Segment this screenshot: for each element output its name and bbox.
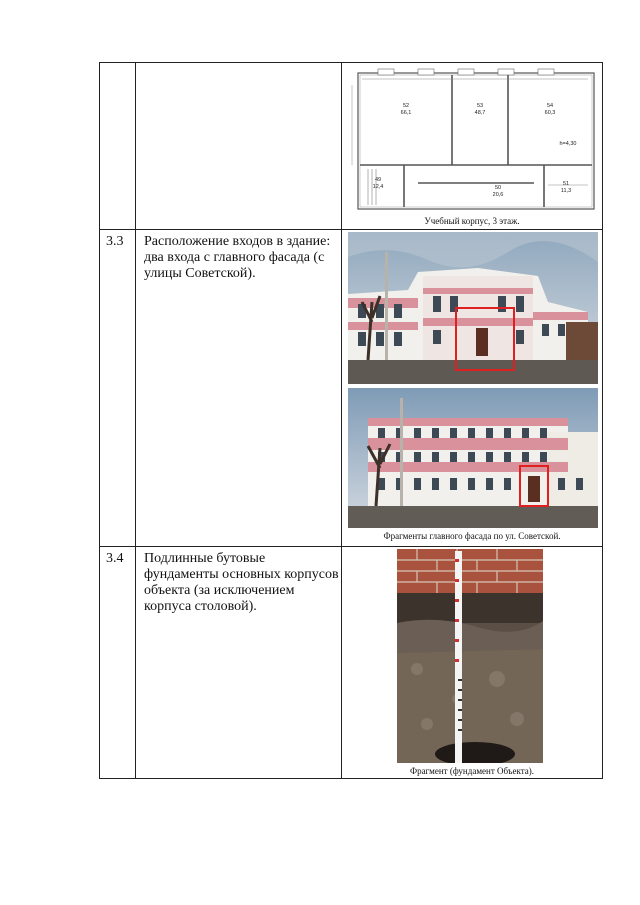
row-image-cell — [342, 230, 602, 546]
facade-photo-1 — [348, 232, 598, 384]
room-number: 52 — [402, 103, 410, 109]
row-number: 3.3 — [106, 234, 124, 249]
row-description: Расположение входов в здание: два входа с главного фасада (с улицы Советской). — [144, 234, 331, 281]
row-image-cell — [342, 63, 602, 229]
table-row — [99, 62, 603, 230]
room-area: 20,6 — [492, 192, 504, 198]
image-caption: Фрагмент (фундамент Объекта). — [409, 766, 535, 776]
document-table — [99, 62, 603, 779]
table-row — [99, 229, 603, 547]
room-number: 49 — [374, 177, 382, 183]
table-row — [99, 546, 603, 779]
row-image-cell — [342, 547, 602, 778]
row-number-cell — [100, 547, 136, 778]
image-caption: Фрагменты главного фасада по ул. Советской. — [383, 531, 561, 541]
foundation-photo — [397, 549, 543, 763]
room-area: 60,3 — [544, 110, 556, 116]
room-area: 48,7 — [474, 110, 486, 116]
row-description-cell — [136, 230, 342, 546]
row-number-cell — [100, 63, 136, 229]
row-number: 3.4 — [106, 551, 124, 566]
facade-photo-2 — [348, 388, 598, 528]
row-description: Подлинные бутовые фундаменты основных корпусов объекта (за исключением корпуса столовой). — [144, 551, 339, 614]
room-number: 50 — [494, 185, 502, 191]
height-mark: h=4,30 — [559, 141, 577, 147]
room-number: 54 — [546, 103, 554, 109]
row-description-cell — [136, 547, 342, 778]
image-caption: Учебный корпус, 3 этаж. — [424, 216, 520, 226]
room-area: 66,1 — [400, 110, 412, 116]
floor-plan-drawing — [348, 65, 600, 213]
room-area: 11,3 — [560, 188, 572, 194]
row-description-cell — [136, 63, 342, 229]
row-number-cell — [100, 230, 136, 546]
room-area: 12,4 — [372, 184, 384, 190]
room-number: 51 — [562, 181, 570, 187]
room-number: 53 — [476, 103, 484, 109]
